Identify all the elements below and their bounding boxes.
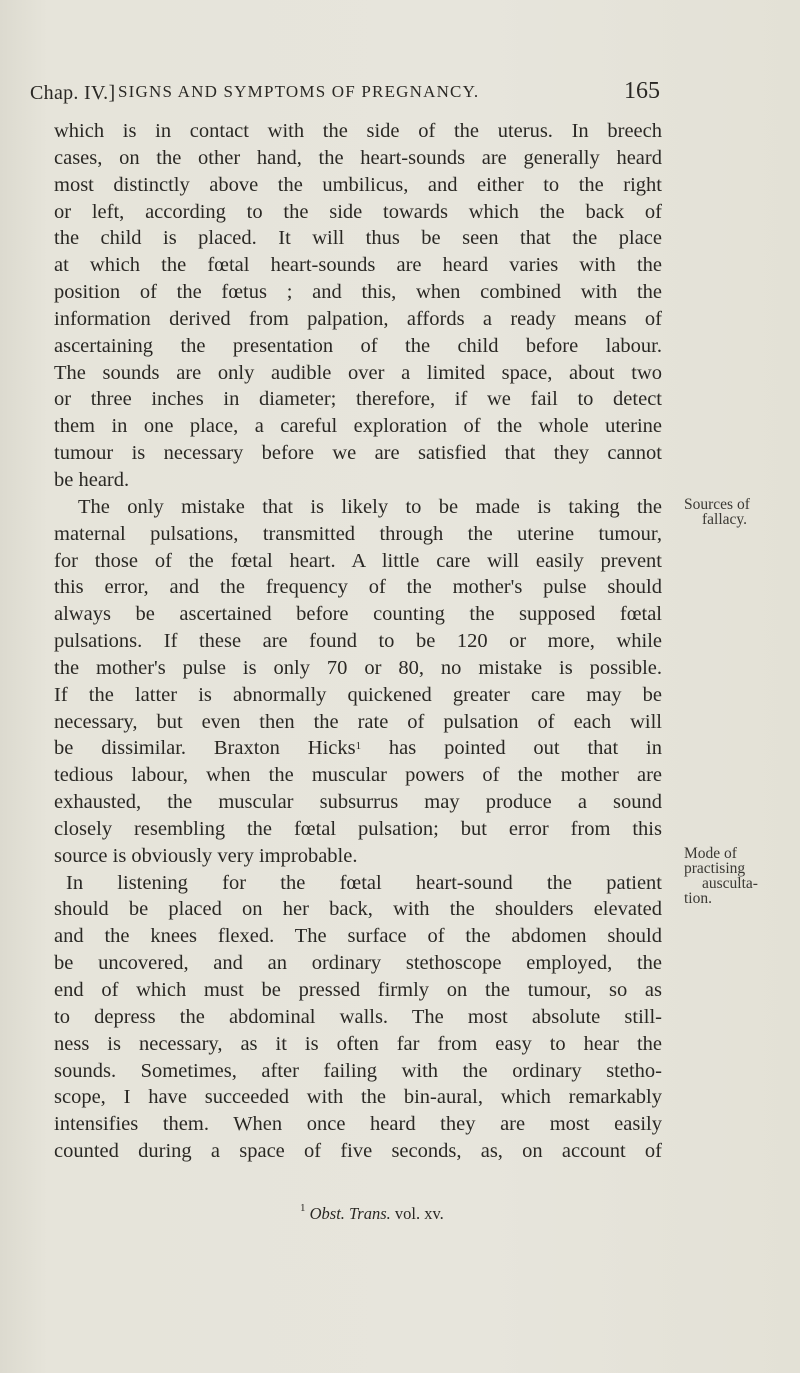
text-line: intensifies them. When once heard they are most easily xyxy=(54,1113,662,1136)
text-line: scope, I have succeeded with the bin-aural, which remarkably xyxy=(54,1086,662,1109)
text-line: at which the fœtal heart-sounds are heard varies with the xyxy=(54,254,662,277)
text-line: end of which must be pressed firmly on the tumour, so as xyxy=(54,979,662,1001)
text-line: and the knees flexed. The surface of the abdomen should xyxy=(54,925,662,948)
running-title: SIGNS AND SYMPTOMS OF PREGNANCY. xyxy=(118,82,480,101)
chapter-label: Chap. IV.] xyxy=(30,82,116,104)
text-line: be heard. xyxy=(54,468,130,491)
margin-note-line: Mode of xyxy=(684,845,737,862)
footnote-journal: Obst. Trans. xyxy=(309,1204,391,1223)
text-line: this error, and the frequency of the mother's pulse should xyxy=(54,576,662,599)
text-line: the mother's pulse is only 70 or 80, no mistake is possible. xyxy=(54,656,662,679)
text-fragment: has pointed out that in xyxy=(361,737,662,760)
margin-note-sources-of-fallacy xyxy=(684,497,794,527)
text-line: In listening for the fœtal heart-sound the patient xyxy=(66,871,662,894)
text-line: pulsations. If these are found to be 120 or more, while xyxy=(54,630,662,653)
text-line: for those of the fœtal heart. A little care will easily prevent xyxy=(54,549,662,572)
footnote-marker: 1 xyxy=(300,1202,306,1214)
body-text xyxy=(54,118,662,1165)
text-line: sounds. Sometimes, after failing with the ordinary stetho- xyxy=(54,1059,662,1082)
text-line: most distinctly above the umbilicus, and either to the right xyxy=(54,173,662,196)
margin-note-line: fallacy. xyxy=(702,511,748,528)
text-line xyxy=(54,735,662,762)
text-line: The sounds are only audible over a limited space, about two xyxy=(54,361,662,384)
text-line: information derived from palpation, affords a ready means of xyxy=(54,307,662,330)
margin-note-line: tion. xyxy=(684,890,712,907)
text-line: necessary, but even then the rate of pulsation of each will xyxy=(54,710,662,733)
text-line: The only mistake that is likely to be made is taking the xyxy=(78,495,662,518)
running-header xyxy=(30,78,660,112)
footnote-volume: vol. xv. xyxy=(390,1204,444,1223)
footnote xyxy=(300,1204,444,1224)
footnote-reference: 1 xyxy=(355,740,362,753)
text-line: the child is placed. It will thus be seen that the place xyxy=(54,227,662,250)
margin-note-line: Sources of xyxy=(684,496,750,513)
text-line: ness is necessary, as it is often far from easy to hear the xyxy=(54,1032,662,1055)
text-line: source is obviously very improbable. xyxy=(54,844,358,867)
text-line: cases, on the other hand, the heart-sounds are generally heard xyxy=(54,146,662,169)
margin-note-mode-of-auscultation xyxy=(684,846,794,906)
text-line: maternal pulsations, transmitted through the uterine tumour, xyxy=(54,522,662,545)
text-line: tedious labour, when the muscular powers of the mother are xyxy=(54,764,662,787)
text-line: closely resembling the fœtal pulsation; but error from this xyxy=(54,817,662,840)
text-line: ascertaining the presentation of the child before labour. xyxy=(54,334,662,357)
text-line: to depress the abdominal walls. The most absolute still- xyxy=(54,1005,662,1028)
text-fragment: be dissimilar. Braxton Hicks xyxy=(54,737,356,760)
page-number: 165 xyxy=(624,78,660,104)
margin-note-line: ausculta- xyxy=(702,875,758,892)
text-line: them in one place, a careful exploration of the whole uterine xyxy=(54,415,662,438)
text-line: tumour is necessary before we are satisfied that they cannot xyxy=(54,442,662,465)
text-line: be uncovered, and an ordinary stethoscope employed, the xyxy=(54,952,662,975)
text-line: counted during a space of five seconds, as, on account of xyxy=(54,1140,662,1163)
text-line: which is in contact with the side of the uterus. In breech xyxy=(54,120,662,142)
text-line: or left, according to the side towards which the back of xyxy=(54,200,662,223)
text-line: position of the fœtus ; and this, when combined with the xyxy=(54,281,662,304)
text-line: or three inches in diameter; therefore, if we fail to detect xyxy=(54,388,662,411)
text-line: should be placed on her back, with the shoulders elevated xyxy=(54,898,662,921)
text-line: exhausted, the muscular subsurrus may produce a sound xyxy=(54,791,662,814)
margin-note-line: practising xyxy=(684,860,746,877)
text-line: If the latter is abnormally quickened greater care may be xyxy=(54,683,662,706)
text-line: always be ascertained before counting the supposed fœtal xyxy=(54,603,662,626)
